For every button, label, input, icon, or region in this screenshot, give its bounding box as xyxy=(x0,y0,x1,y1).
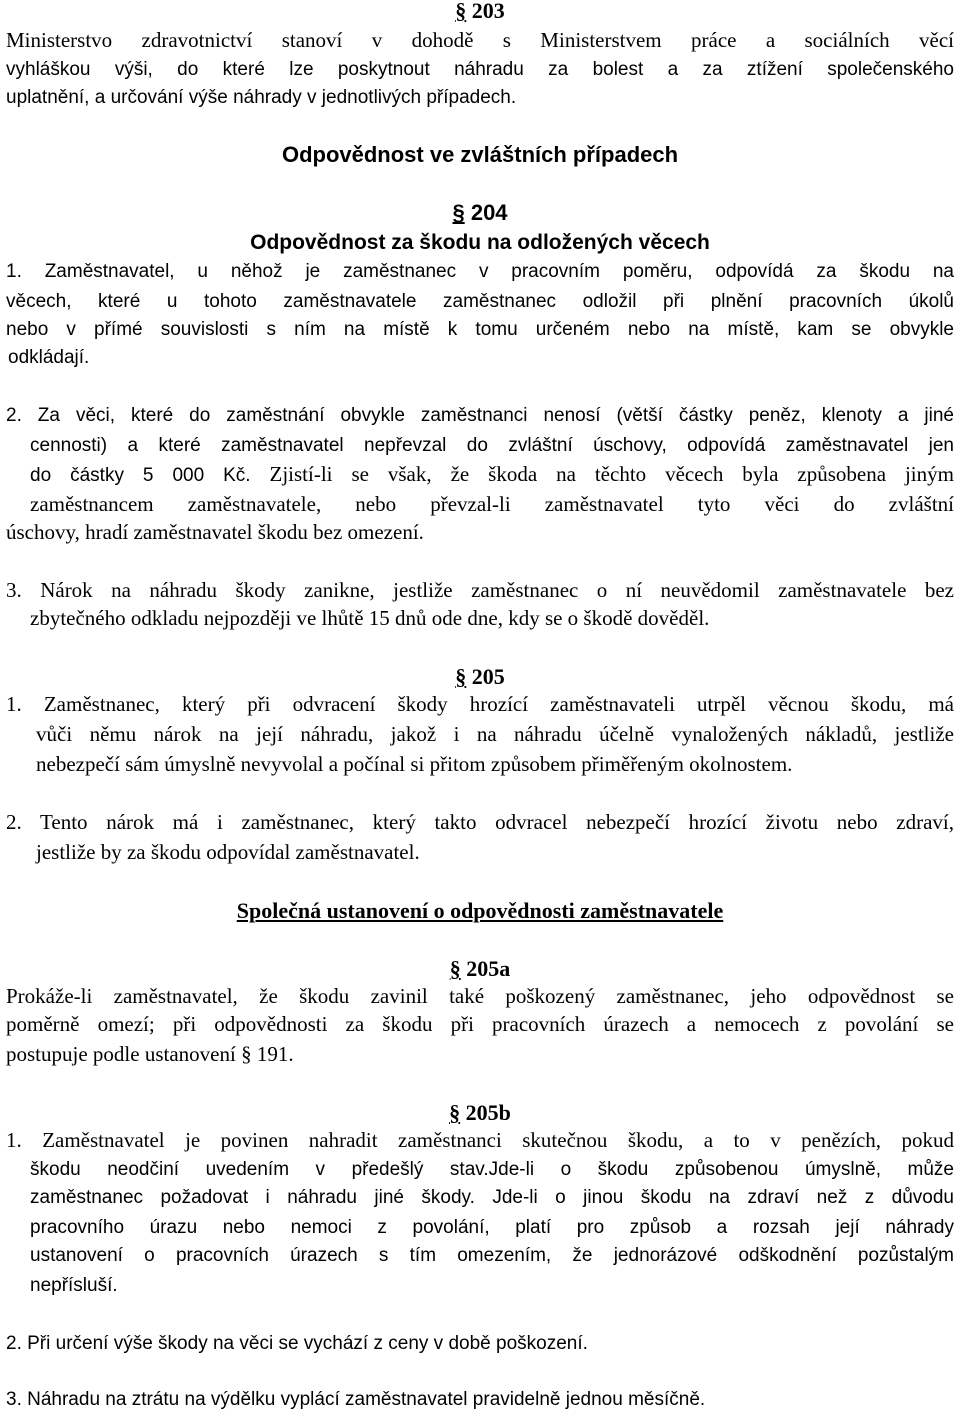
paragraph-line: poměrně omezí; při odpovědnosti za škodu při pracovních úrazech a nemocech z povolání se xyxy=(6,1012,954,1036)
paragraph-line: jestliže by za škodu odpovídal zaměstnavatel. xyxy=(36,840,420,864)
paragraph-line: vůči němu nárok na její náhradu, jakož i na náhradu účelně vynaložených nákladů, jestliže xyxy=(36,722,954,746)
paragraph-line: úschovy, hradí zaměstnavatel škodu bez omezení. xyxy=(6,520,424,544)
paragraph-line: škodu neodčiní uvedením v předešlý stav.Jde-li o škodu způsobenou úmyslně, může xyxy=(30,1159,954,1180)
paragraph-line: 1. Zaměstnavatel je povinen nahradit zaměstnanci skutečnou škodu, a to v penězích, pokud xyxy=(6,1128,954,1152)
paragraph-line: 2. Při určení výše škody na věci se vychází z ceny v době poškození. xyxy=(6,1333,588,1354)
paragraph-line: pracovního úrazu nebo nemoci z povolání, platí pro způsob a rozsah její náhrady xyxy=(30,1217,954,1238)
paragraph-line: vyhláškou výši, do které lze poskytnout náhradu za bolest a za ztížení společenského xyxy=(6,59,954,80)
section-title: Odpovědnost za škodu na odložených věcech xyxy=(250,231,710,254)
paragraph-line: nebezpečí sám úmyslně nevyvolal a počínal si přitom způsobem přiměřeným okolnostem. xyxy=(36,752,793,776)
section-symbol: § xyxy=(455,0,467,23)
paragraph-line: odkládají. xyxy=(8,347,90,368)
paragraph-fragment: do částky 5 000 Kč. xyxy=(30,465,251,486)
paragraph-line: 1. Zaměstnavatel, u něhož je zaměstnanec v pracovním poměru, odpovídá za škodu na xyxy=(6,261,954,282)
section-symbol: § xyxy=(241,1042,252,1066)
section-heading-205 xyxy=(0,666,960,688)
section-number: 205a xyxy=(466,956,511,981)
paragraph-line xyxy=(0,464,960,485)
paragraph-fragment: postupuje podle ustanovení xyxy=(6,1042,242,1066)
paragraph-line: Prokáže-li zaměstnavatel, že škodu zavinil také poškozený zaměstnanec, jeho odpovědnost se xyxy=(6,984,954,1008)
paragraph-line: věcech, které u tohoto zaměstnavatele zaměstnanec odložil při plnění pracovních úkolů xyxy=(6,291,954,312)
paragraph-line: nebo v přímé souvislosti s ním na místě k tomu určeném nebo na místě, kam se obvykle xyxy=(6,319,954,340)
paragraph-line: zaměstnanec požadovat i náhradu jiné škody. Jde-li o jinou škodu na zdraví než z důvodu xyxy=(30,1187,954,1208)
section-symbol: § xyxy=(455,664,467,689)
section-symbol: § xyxy=(449,1100,461,1125)
paragraph-line: zaměstnancem zaměstnavatele, nebo převzal-li zaměstnavatel tyto věci do zvláštní xyxy=(30,492,954,516)
paragraph-line: uplatnění, a určování výše náhrady v jednotlivých případech. xyxy=(6,87,517,108)
paragraph-line: 2. Tento nárok má i zaměstnanec, který takto odvracel nebezpečí hrozící životu nebo zdraví, xyxy=(6,810,954,834)
paragraph-fragment: Zjistí-li se však, že škoda na těchto věcech byla způsobena jiným xyxy=(250,462,954,486)
section-number: 205b xyxy=(465,1100,511,1125)
section-number: 203 xyxy=(471,0,505,23)
paragraph-line: 2. Za věci, které do zaměstnání obvykle zaměstnanci nenosí (větší částky peněz, klenoty a jiné xyxy=(6,405,954,426)
paragraph-line xyxy=(0,1044,960,1065)
section-heading-205a xyxy=(0,958,960,980)
section-heading-203 xyxy=(0,0,960,22)
section-heading-204 xyxy=(0,202,960,224)
paragraph-line: 3. Nárok na náhradu škody zanikne, jestliže zaměstnanec o ní neuvědomil zaměstnavatele bez xyxy=(6,578,954,602)
paragraph-line: nepřísluší. xyxy=(30,1275,118,1296)
paragraph-line: cennosti) a které zaměstnavatel nepřevzal do zvláštní úschovy, odpovídá zaměstnavatel jen xyxy=(30,435,954,456)
paragraph-line: Ministerstvo zdravotnictví stanoví v dohodě s Ministerstvem práce a sociálních věcí xyxy=(6,28,954,52)
section-symbol: § xyxy=(452,200,465,225)
chapter-heading: Společná ustanovení o odpovědnosti zaměstnavatele xyxy=(236,898,724,923)
paragraph-line: ustanovení o pracovních úrazech s tím omezením, že jednorázové odškodnění pozůstalým xyxy=(30,1245,954,1266)
paragraph-fragment: 191. xyxy=(251,1042,294,1066)
paragraph-line: 3. Náhradu na ztrátu na výdělku vyplácí zaměstnavatel pravidelně jednou měsíčně. xyxy=(6,1389,706,1410)
paragraph-line: zbytečného odkladu nejpozději ve lhůtě 15 dnů ode dne, kdy se o škodě dověděl. xyxy=(30,606,710,630)
chapter-heading: Odpovědnost ve zvláštních případech xyxy=(281,142,679,167)
paragraph-line: 1. Zaměstnanec, který při odvracení škody hrozící zaměstnavateli utrpěl věcnou škodu, má xyxy=(6,692,954,716)
section-number: 205 xyxy=(471,664,505,689)
section-heading-205b xyxy=(0,1102,960,1124)
section-symbol: § xyxy=(449,956,461,981)
section-number: 204 xyxy=(470,200,508,225)
